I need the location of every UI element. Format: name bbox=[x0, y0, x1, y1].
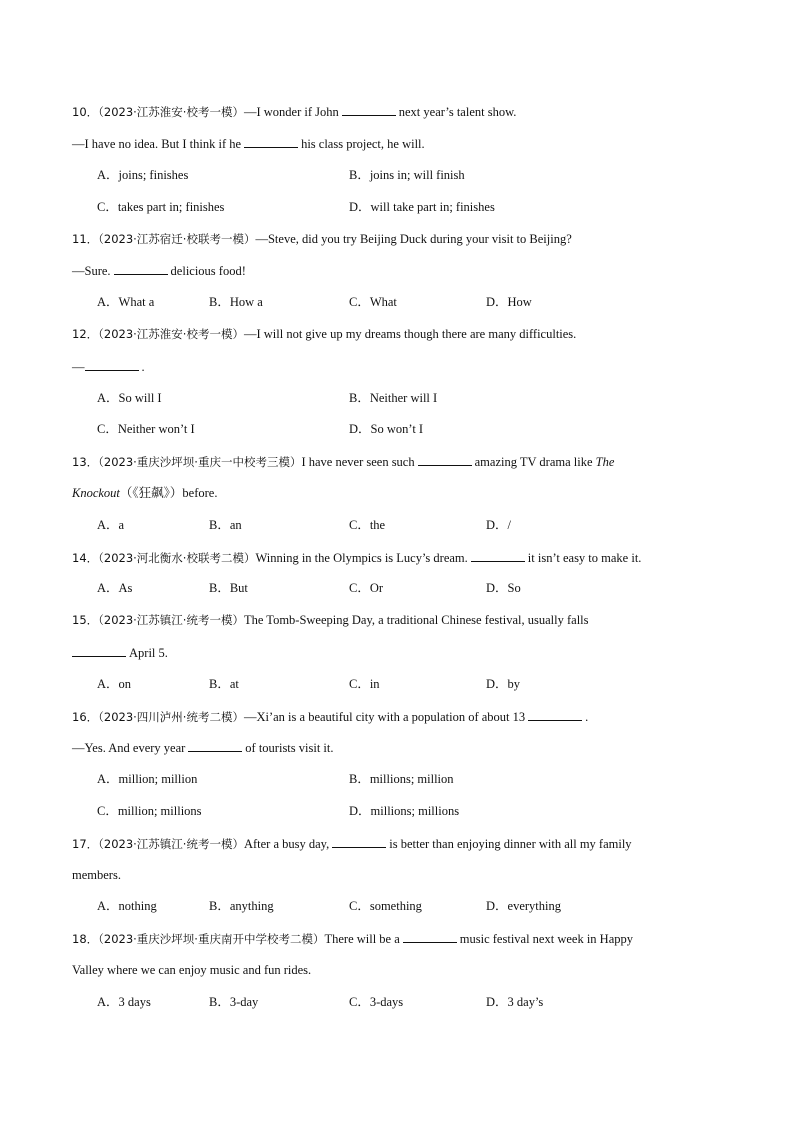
option-c[interactable]: C．What bbox=[349, 295, 397, 309]
question-11-line-1: 11．（2023·江苏宿迁·校联考一模）—Steve, did you try Beijing Duck during your visit to Beijing? bbox=[72, 232, 572, 246]
option-b[interactable]: B．an bbox=[209, 518, 242, 532]
answer-blank bbox=[114, 262, 168, 275]
option-b[interactable]: B．How a bbox=[209, 295, 263, 309]
option-d[interactable]: D．So won’t I bbox=[349, 422, 424, 436]
option-c[interactable]: C．something bbox=[349, 899, 422, 913]
option-c[interactable]: C．Neither won’t I bbox=[97, 422, 195, 436]
question-17-line-2: members. bbox=[72, 868, 121, 882]
option-b[interactable]: B．Neither will I bbox=[349, 391, 438, 405]
answer-blank bbox=[342, 103, 396, 116]
option-a[interactable]: A．What a bbox=[97, 295, 155, 309]
question-10-line-2: —I have no idea. But I think if he his class project, he will. bbox=[72, 137, 425, 151]
option-d[interactable]: D．everything bbox=[486, 899, 561, 913]
question-16-line-2: —Yes. And every year of tourists visit it. bbox=[72, 741, 334, 755]
question-18-line-1: 18．（2023·重庆沙坪坝·重庆南开中学校考二模）There will be a music festival next week in Happy bbox=[72, 932, 633, 946]
answer-blank bbox=[85, 358, 139, 371]
option-b[interactable]: B．millions; million bbox=[349, 772, 454, 786]
option-b[interactable]: B．3-day bbox=[209, 995, 259, 1009]
question-17-line-1: 17．（2023·江苏镇江·统考一模）After a busy day, is better than enjoying dinner with all my family bbox=[72, 837, 632, 851]
option-a[interactable]: A．joins; finishes bbox=[97, 168, 189, 182]
question-16-line-1: 16．（2023·四川泸州·统考二模）—Xi’an is a beautiful city with a population of about 13 . bbox=[72, 710, 589, 724]
option-b[interactable]: B．joins in; will finish bbox=[349, 168, 465, 182]
option-b[interactable]: B．But bbox=[209, 581, 248, 595]
option-c[interactable]: C．million; millions bbox=[97, 804, 202, 818]
question-12-line-1: 12．（2023·江苏淮安·校考一模）—I will not give up my dreams though there are many difficulties. bbox=[72, 327, 577, 341]
answer-blank bbox=[471, 549, 525, 562]
option-d[interactable]: D．will take part in; finishes bbox=[349, 200, 495, 214]
option-d[interactable]: D．3 day’s bbox=[486, 995, 544, 1009]
question-13-line-2: Knockout（《狂飙》）before. bbox=[72, 486, 218, 500]
option-a[interactable]: A．3 days bbox=[97, 995, 151, 1009]
option-a[interactable]: A．million; million bbox=[97, 772, 198, 786]
question-14-line-1: 14．（2023·河北衡水·校联考二模）Winning in the Olympics is Lucy’s dream. it isn’t easy to make it. bbox=[72, 551, 642, 565]
option-a[interactable]: A．So will I bbox=[97, 391, 162, 405]
answer-blank bbox=[332, 835, 386, 848]
option-c[interactable]: C．in bbox=[349, 677, 380, 691]
question-10-line-1: 10．（2023·江苏淮安·校考一模）—I wonder if John next year’s talent show. bbox=[72, 105, 517, 119]
option-d[interactable]: D．So bbox=[486, 581, 521, 595]
option-a[interactable]: A．nothing bbox=[97, 899, 157, 913]
option-d[interactable]: D．How bbox=[486, 295, 532, 309]
option-c[interactable]: C．the bbox=[349, 518, 386, 532]
option-c[interactable]: C．Or bbox=[349, 581, 384, 595]
option-d[interactable]: D．/ bbox=[486, 518, 512, 532]
answer-blank bbox=[403, 930, 457, 943]
answer-blank bbox=[528, 708, 582, 721]
answer-blank bbox=[244, 135, 298, 148]
option-c[interactable]: C．takes part in; finishes bbox=[97, 200, 225, 214]
option-d[interactable]: D．millions; millions bbox=[349, 804, 460, 818]
question-15-line-1: 15．（2023·江苏镇江·统考一模）The Tomb-Sweeping Day, a traditional Chinese festival, usually falls bbox=[72, 613, 589, 627]
question-12-line-2: — . bbox=[72, 360, 145, 374]
option-a[interactable]: A．As bbox=[97, 581, 133, 595]
question-18-line-2: Valley where we can enjoy music and fun rides. bbox=[72, 963, 312, 977]
option-b[interactable]: B．at bbox=[209, 677, 239, 691]
option-d[interactable]: D．by bbox=[486, 677, 521, 691]
answer-blank bbox=[188, 739, 242, 752]
question-11-line-2: —Sure. delicious food! bbox=[72, 264, 246, 278]
question-13-line-1: 13．（2023·重庆沙坪坝·重庆一中校考三模）I have never seen such amazing TV drama like The bbox=[72, 455, 615, 469]
question-15-line-2: April 5. bbox=[72, 644, 168, 661]
option-b[interactable]: B．anything bbox=[209, 899, 274, 913]
option-a[interactable]: A．a bbox=[97, 518, 125, 532]
option-a[interactable]: A．on bbox=[97, 677, 132, 691]
answer-blank bbox=[418, 453, 472, 466]
answer-blank bbox=[72, 644, 126, 657]
option-c[interactable]: C．3-days bbox=[349, 995, 404, 1009]
